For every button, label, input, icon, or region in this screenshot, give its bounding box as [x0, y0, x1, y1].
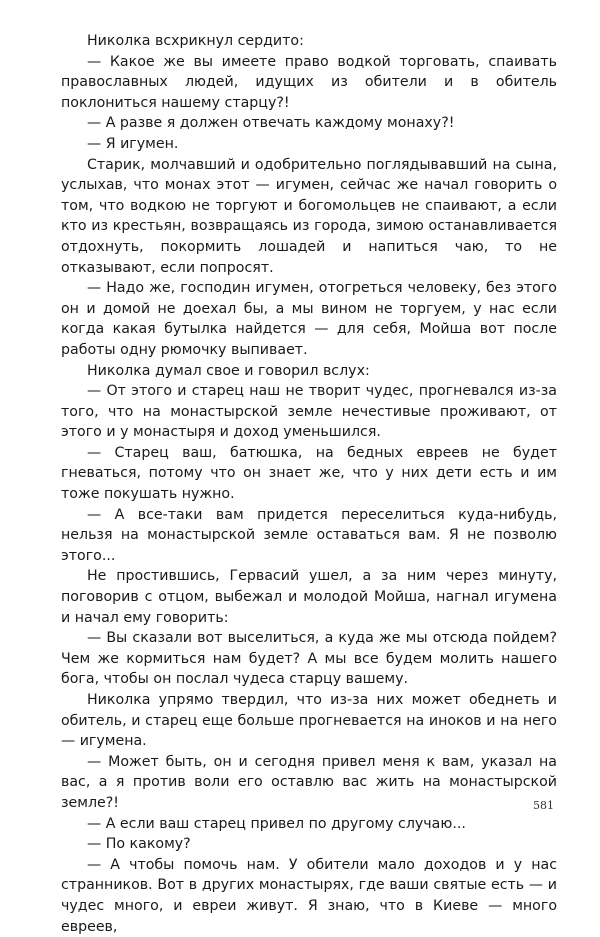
- page-number: 581: [533, 799, 554, 812]
- paragraph: — А разве я должен отвечать каждому монаху?!: [87, 115, 455, 132]
- paragraph: — По какому?: [87, 836, 191, 853]
- paragraph: — А все-таки вам придется переселиться куда-нибудь, нельзя на монастырской земле оставаться вам. Я не позволю этого...: [61, 506, 557, 564]
- paragraph: — А если ваш старец привел по другому случаю...: [87, 815, 466, 832]
- paragraph: Николка упрямо твердил, что из-за них может обеднеть и обитель, и старец еще больше прогневается на иноков и на него — игумена.: [61, 692, 557, 750]
- paragraph: — Старец ваш, батюшка, на бедных евреев не будет гневаться, потому что он знает же, что у них дети есть и им тоже покушать нужно.: [61, 444, 557, 503]
- paragraph: — А чтобы помочь нам. У обители мало доходов и у нас странников. Вот в других монастырях, где ваши святые есть — и чудес много, и евреи живут. Я знаю, что в Киеве — много евреев,: [61, 856, 557, 935]
- paragraph: Не простившись, Гервасий ушел, а за ним через минуту, поговорив с отцом, выбежал и молодой Мойша, нагнал игумена и начал ему говорить:: [61, 568, 557, 626]
- paragraph: Николка думал свое и говорил вслух:: [87, 362, 370, 379]
- page-body: [61, 31, 557, 937]
- paragraph: — От этого и старец наш не творит чудес, прогневался из-за того, что на монастырской земле нечестивые проживают, от этого и у монастыря и доход уменьшился.: [61, 383, 557, 441]
- paragraph: — Вы сказали вот выселиться, а куда же мы отсюда пойдем? Чем же кормиться нам будет? А мы все будем молить нашего бога, чтобы он послал чудеса старцу вашему.: [61, 630, 557, 688]
- paragraph: — Я игумен.: [87, 135, 179, 152]
- paragraph: Николка всхрикнул сердито:: [87, 33, 304, 49]
- paragraph: — Может быть, он и сегодня привел меня к вам, указал на вас, а я против воли его оставлю вас жить на монастырской земле?!: [61, 753, 557, 811]
- paragraph: — Какое же вы имеете право водкой торговать, спаивать православных людей, идущих из обители и в обитель поклониться нашему старцу?!: [61, 53, 557, 111]
- paragraph: Старик, молчавший и одобрительно поглядывавший на сына, услыхав, что монах этот — игумен, сейчас же начал говорить о том, что водкою не торгуют и богомольцев не спаивают, а если кто из крестьян, возвращаясь из города, зимою останавливается отдохнуть, покормить лошадей и напиться чаю, то не отказывают, если попросят.: [61, 156, 557, 276]
- paragraph: — Надо же, господин игумен, отогреться человеку, без этого он и домой не доехал бы, а мы вином не торгуем, у нас если когда какая бутылка найдется — для себя, Мойша вот после работы одну рюмочку выпивает.: [61, 280, 557, 358]
